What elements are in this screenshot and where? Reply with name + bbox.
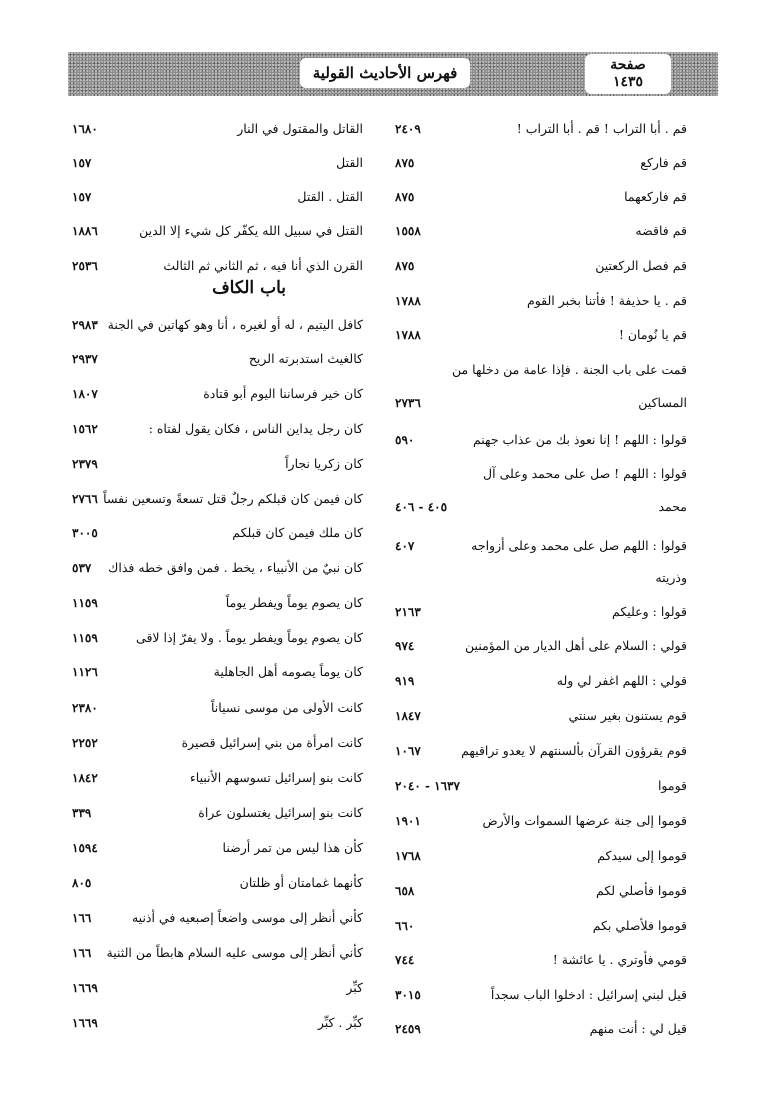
left-entry-text: القتل bbox=[336, 155, 363, 170]
right-entry-page-number: ٣٠١٥ bbox=[395, 988, 421, 1002]
left-entry-page-number: ١٥٧ bbox=[72, 190, 92, 204]
right-entry-text: قوم يستنون بغير سنتي bbox=[568, 708, 687, 723]
section-heading: باب الكاف bbox=[212, 278, 286, 298]
left-entry-page-number: ١٥٧ bbox=[72, 156, 92, 170]
right-entry-text: قم فاقضه bbox=[635, 223, 687, 238]
right-entry-page-number: ١٥٥٨ bbox=[395, 224, 421, 238]
left-entry-text: كان فيمن كان قبلكم رجلٌ قتل تسعةً وتسعين نفساً bbox=[103, 491, 363, 506]
right-entry-text: قوم يقرؤون القرآن بألسنتهم لا يعدو تراقيهم bbox=[461, 743, 687, 758]
left-entry-text: كبِّر bbox=[346, 980, 363, 995]
left-entry-text: كان نبيٌ من الأنبياء ، يخط . فمن وافق خطه فذاك bbox=[108, 560, 363, 575]
right-entry-text: قم . يا حذيفة ! فأتنا بخبر القوم bbox=[526, 293, 687, 308]
left-entry-page-number: ٢٧٦٦ bbox=[72, 492, 98, 506]
right-entry-page-number: ٦٦٠ bbox=[395, 919, 415, 933]
page-label: صفحة bbox=[610, 57, 646, 73]
right-entry-page-number: ١٦٣٧ - ٢٠٤٠ bbox=[395, 779, 460, 793]
right-entry-page-number: ٢١٦٣ bbox=[395, 605, 421, 619]
right-entry-page-number: ٩٧٤ bbox=[395, 639, 415, 653]
left-entry-text: القتل . القتل bbox=[297, 189, 363, 204]
left-entry-page-number: ١٦٦٩ bbox=[72, 1016, 98, 1030]
right-entry-text: قم فاركعهما bbox=[624, 189, 687, 204]
left-entry-text: القاتل والمقتول في النار bbox=[237, 121, 363, 136]
right-entry-page-number: ١٧٨٨ bbox=[395, 294, 421, 308]
left-entry-text: كانت بنو إسرائيل يغتسلون عراة bbox=[198, 805, 363, 820]
right-entry-text: قولوا : وعليكم bbox=[612, 604, 687, 619]
right-entry-page-number: ٨٧٥ bbox=[395, 156, 415, 170]
page-number: ١٤٣٥ bbox=[612, 74, 644, 90]
left-entry-text: كأن هذا ليس من تمر أرضنا bbox=[222, 840, 363, 855]
right-entry-text: قيل لبني إسرائيل : ادخلوا الباب سجداً bbox=[490, 987, 687, 1002]
left-entry-page-number: ١١٢٦ bbox=[72, 665, 98, 679]
left-entry-page-number: ١٦٨٠ bbox=[72, 122, 98, 136]
page-number-box bbox=[585, 54, 671, 94]
right-entry-text: قوموا bbox=[657, 778, 687, 793]
left-entry-text: كان ملك فيمن كان قبلكم bbox=[232, 525, 363, 540]
right-entry-page-number: ٢٤٠٩ bbox=[395, 122, 421, 136]
left-entry-page-number: ٢٩٣٧ bbox=[72, 352, 98, 366]
right-entry-page-number: ١٧٦٨ bbox=[395, 849, 421, 863]
right-entry-text: قم فصل الركعتين bbox=[595, 258, 687, 273]
left-entry-page-number: ١٦٦ bbox=[72, 946, 92, 960]
left-entry-text: كانت امرأة من بني إسرائيل قصيرة bbox=[181, 735, 363, 750]
right-entry-text: قوموا إلى سيدكم bbox=[597, 848, 687, 863]
left-entry-page-number: ١٨٤٢ bbox=[72, 771, 98, 785]
left-entry-text: كان يوماً يصومه أهل الجاهلية bbox=[213, 664, 363, 679]
right-entry-text: محمد bbox=[658, 499, 687, 514]
right-entry-page-number: ٤٠٧ bbox=[395, 539, 415, 553]
right-entry-page-number: ٦٥٨ bbox=[395, 884, 415, 898]
left-entry-page-number: ١١٥٩ bbox=[72, 631, 98, 645]
right-entry-page-number: ١٠٦٧ bbox=[395, 744, 421, 758]
left-entry-text: كان خير فرساننا اليوم أبو قتادة bbox=[203, 386, 363, 401]
right-entry-page-number: ٥٩٠ bbox=[395, 433, 415, 447]
left-entry-text: كالغيث استدبرته الريح bbox=[248, 351, 363, 366]
left-entry-page-number: ١٨٠٧ bbox=[72, 387, 98, 401]
right-entry-text: قولي : السلام على أهل الديار من المؤمنين bbox=[465, 638, 687, 653]
left-entry-text: القرن الذي أنا فيه ، ثم الثاني ثم الثالث bbox=[163, 258, 363, 273]
right-entry-text: قوموا إلى جنة عرضها السموات والأرض bbox=[482, 813, 687, 828]
left-entry-page-number: ١٦٦٩ bbox=[72, 981, 98, 995]
left-entry-text: كان رجل يداين الناس ، فكان يقول لفتاه : bbox=[148, 421, 363, 436]
right-entry-page-number: ٨٧٥ bbox=[395, 259, 415, 273]
right-entry-text: قيل لي : أنت منهم bbox=[589, 1021, 687, 1036]
left-entry-text: كأنهما غمامتان أو ظلتان bbox=[239, 875, 363, 890]
left-entry-text: كانت الأولى من موسى نسياناً bbox=[210, 700, 363, 715]
right-entry-page-number: ١٩٠١ bbox=[395, 814, 421, 828]
left-entry-page-number: ١١٥٩ bbox=[72, 596, 98, 610]
right-entry-text: قمت على باب الجنة . فإذا عامة من دخلها من bbox=[451, 362, 687, 377]
right-entry-text: المساكين bbox=[638, 395, 687, 410]
left-entry-text: كان زكريا نجاراً bbox=[285, 456, 363, 471]
right-entry-page-number: ١٨٤٧ bbox=[395, 709, 421, 723]
right-entry-text: قولي : اللهم اغفر لي وله bbox=[556, 673, 687, 688]
left-entry-page-number: ١٦٦ bbox=[72, 911, 92, 925]
right-entry-text: قم فاركع bbox=[640, 155, 687, 170]
right-entry-text: قوموا فأصلي لكم bbox=[596, 883, 687, 898]
right-entry-text: قولوا : اللهم ! صل على محمد وعلى آل bbox=[483, 466, 687, 481]
left-entry-page-number: ٢٣٧٩ bbox=[72, 457, 98, 471]
right-entry-text: قومي فأوتري . يا عائشة ! bbox=[552, 952, 687, 967]
left-entry-text: كان يصوم يوماً ويفطر يوماً bbox=[225, 595, 363, 610]
left-entry-text: كان يصوم يوماً ويفطر يوماً . ولا يفرّ إذا لاقى bbox=[136, 630, 363, 645]
right-entry-page-number: ١٧٨٨ bbox=[395, 328, 421, 342]
left-entry-page-number: ٨٠٥ bbox=[72, 876, 92, 890]
left-entry-page-number: ١٥٩٤ bbox=[72, 841, 98, 855]
left-entry-page-number: ٢٣٨٠ bbox=[72, 701, 98, 715]
left-entry-page-number: ٢٥٣٦ bbox=[72, 259, 98, 273]
right-entry-page-number: ٨٧٥ bbox=[395, 190, 415, 204]
right-entry-text: قم . أبا التراب ! قم . أبا التراب ! bbox=[516, 121, 687, 136]
right-entry-page-number: ٩١٩ bbox=[395, 674, 415, 688]
left-entry-text: كانت بنو إسرائيل تسوسهم الأنبياء bbox=[189, 770, 363, 785]
right-entry-text: قولوا : اللهم صل على محمد وعلى أزواجه bbox=[471, 538, 687, 553]
right-entry-page-number: ٧٤٤ bbox=[395, 953, 415, 967]
left-entry-page-number: ١٨٨٦ bbox=[72, 224, 98, 238]
right-entry-text: وذريته bbox=[655, 570, 687, 585]
page-title: فهرس الأحاديث القولية bbox=[300, 58, 470, 88]
right-entry-text: قم يا نُومان ! bbox=[618, 327, 687, 342]
left-entry-text: كبِّر . كبِّر bbox=[317, 1015, 363, 1030]
right-entry-page-number: ٤٠٥ - ٤٠٦ bbox=[395, 500, 448, 514]
left-entry-page-number: ٣٣٩ bbox=[72, 806, 92, 820]
left-entry-page-number: ٢٢٥٢ bbox=[72, 736, 98, 750]
left-entry-page-number: ١٥٦٢ bbox=[72, 422, 98, 436]
left-entry-page-number: ٢٩٨٣ bbox=[72, 318, 98, 332]
left-entry-text: كأني أنظر إلى موسى عليه السلام هابطاً من الثنية bbox=[106, 945, 363, 960]
right-entry-page-number: ٢٧٣٦ bbox=[395, 396, 421, 410]
right-entry-text: قولوا : اللهم ! إنا نعوذ بك من عذاب جهنم bbox=[472, 432, 687, 447]
right-entry-page-number: ٢٤٥٩ bbox=[395, 1022, 421, 1036]
left-entry-page-number: ٣٠٠٥ bbox=[72, 526, 98, 540]
right-entry-text: قوموا فلأصلي بكم bbox=[592, 918, 687, 933]
left-entry-text: كأني أنظر إلى موسى واضعاً إصبعيه في أذنيه bbox=[131, 910, 363, 925]
left-entry-text: القتل في سبيل الله يكفّر كل شيء إلا الدين bbox=[139, 223, 363, 238]
left-entry-text: كافل اليتيم ، له أو لغيره ، أنا وهو كهاتين في الجنة bbox=[107, 317, 363, 332]
left-entry-page-number: ٥٣٧ bbox=[72, 561, 92, 575]
